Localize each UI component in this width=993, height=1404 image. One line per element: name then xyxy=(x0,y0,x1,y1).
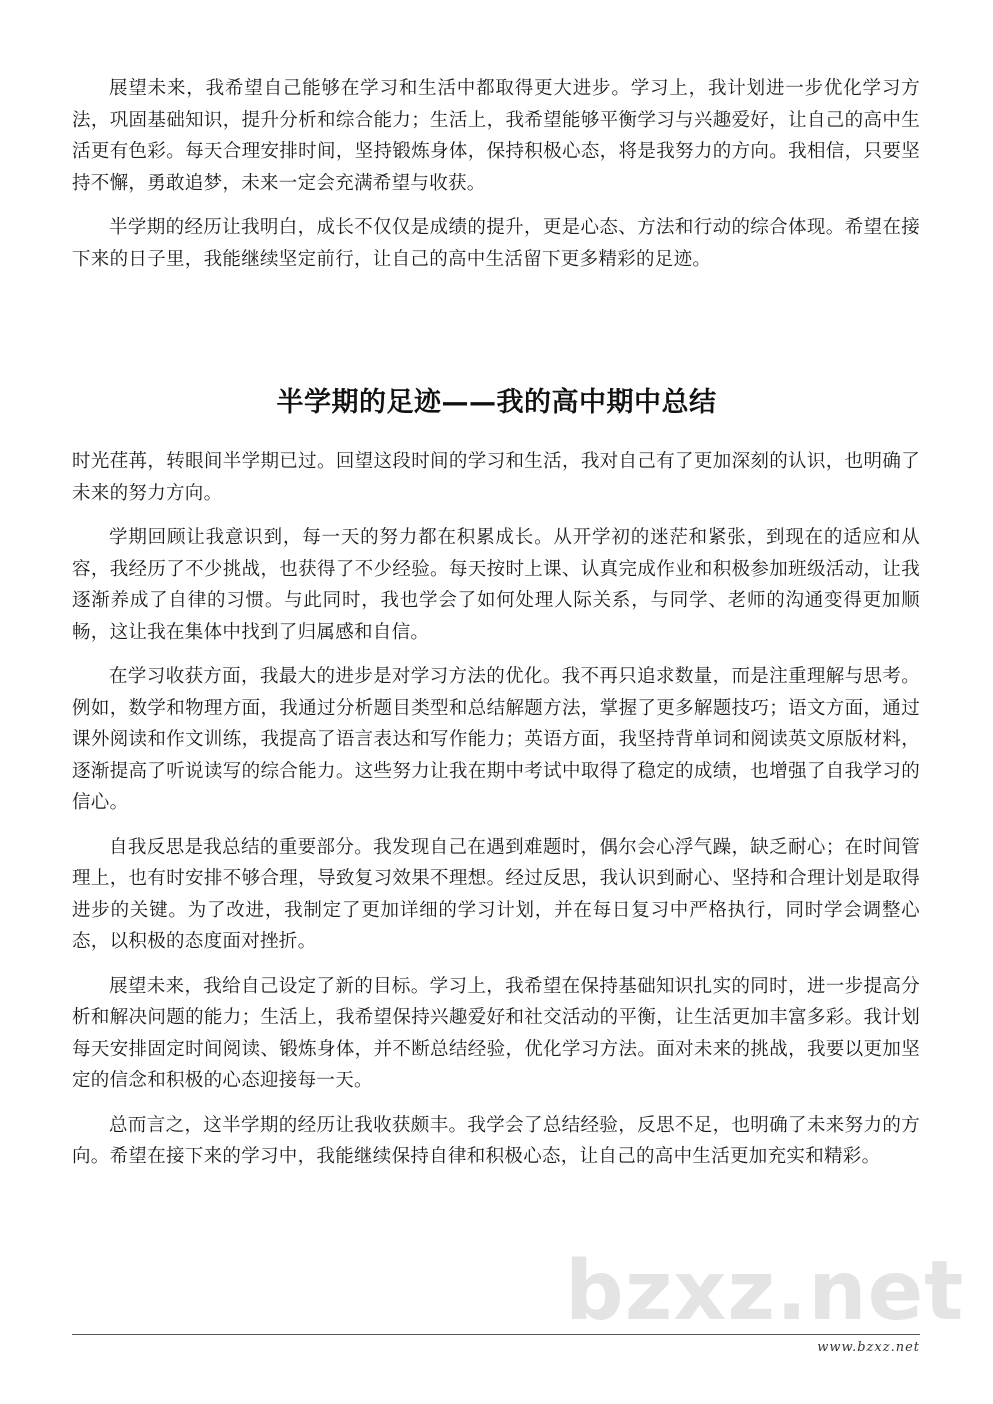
article-body xyxy=(72,446,920,1173)
paragraph: 在学习收获方面，我最大的进步是对学习方法的优化。我不再只追求数量，而是注重理解与思考。例如，数学和物理方面，我通过分析题目类型和总结解题方法，掌握了更多解题技巧；语文方面，通过课外阅读和作文训练，我提高了语言表达和写作能力；英语方面，我坚持背单词和阅读英文原版材料，逐渐提高了听说读写的综合能力。这些努力让我在期中考试中取得了稳定的成绩，也增强了自我学习的信心。 xyxy=(72,666,920,813)
footer-url: www.bzxz.net xyxy=(817,1340,920,1355)
paragraph: 展望未来，我希望自己能够在学习和生活中都取得更大进步。学习上，我计划进一步优化学习方法，巩固基础知识，提升分析和综合能力；生活上，我希望能够平衡学习与兴趣爱好，让自己的高中生活更有色彩。每天合理安排时间，坚持锻炼身体，保持积极心态，将是我努力的方向。我相信，只要坚持不懈，勇敢追梦，未来一定会充满希望与收获。 xyxy=(72,78,920,194)
paragraph: 自我反思是我总结的重要部分。我发现自己在遇到难题时，偶尔会心浮气躁，缺乏耐心；在时间管理上，也有时安排不够合理，导致复习效果不理想。经过反思，我认识到耐心、坚持和合理计划是取得进步的关键。为了改进，我制定了更加详细的学习计划，并在每日复习中严格执行，同时学会调整心态，以积极的态度面对挫折。 xyxy=(72,836,920,952)
article-title: 半学期的足迹——我的高中期中总结 xyxy=(276,387,717,418)
watermark: bzxz.net xyxy=(565,1244,965,1339)
intro-paragraph: 时光荏苒，转眼间半学期已过。回望这段时间的学习和生活，我对自己有了更加深刻的认识，也明确了未来的努力方向。 xyxy=(72,451,920,504)
footer-divider xyxy=(72,1334,920,1335)
paragraph: 学期回顾让我意识到，每一天的努力都在积累成长。从开学初的迷茫和紧张，到现在的适应和从容，我经历了不少挑战，也获得了不少经验。每天按时上课、认真完成作业和积极参加班级活动，让我逐渐养成了自律的习惯。与此同时，我也学会了如何处理人际关系，与同学、老师的沟通变得更加顺畅，这让我在集体中找到了归属感和自信。 xyxy=(72,527,920,643)
paragraph: 总而言之，这半学期的经历让我收获颇丰。我学会了总结经验，反思不足，也明确了未来努力的方向。希望在接下来的学习中，我能继续保持自律和积极心态，让自己的高中生活更加充实和精彩。 xyxy=(72,1114,920,1167)
paragraph: 半学期的经历让我明白，成长不仅仅是成绩的提升，更是心态、方法和行动的综合体现。希望在接下来的日子里，我能继续坚定前行，让自己的高中生活留下更多精彩的足迹。 xyxy=(72,217,920,270)
paragraph: 展望未来，我给自己设定了新的目标。学习上，我希望在保持基础知识扎实的同时，进一步提高分析和解决问题的能力；生活上，我希望保持兴趣爱好和社交活动的平衡，让生活更加丰富多彩。我计划每天安排固定时间阅读、锻炼身体，并不断总结经验，优化学习方法。面对未来的挑战，我要以更加坚定的信念和积极的心态迎接每一天。 xyxy=(72,975,920,1091)
previous-article-ending xyxy=(72,73,920,275)
